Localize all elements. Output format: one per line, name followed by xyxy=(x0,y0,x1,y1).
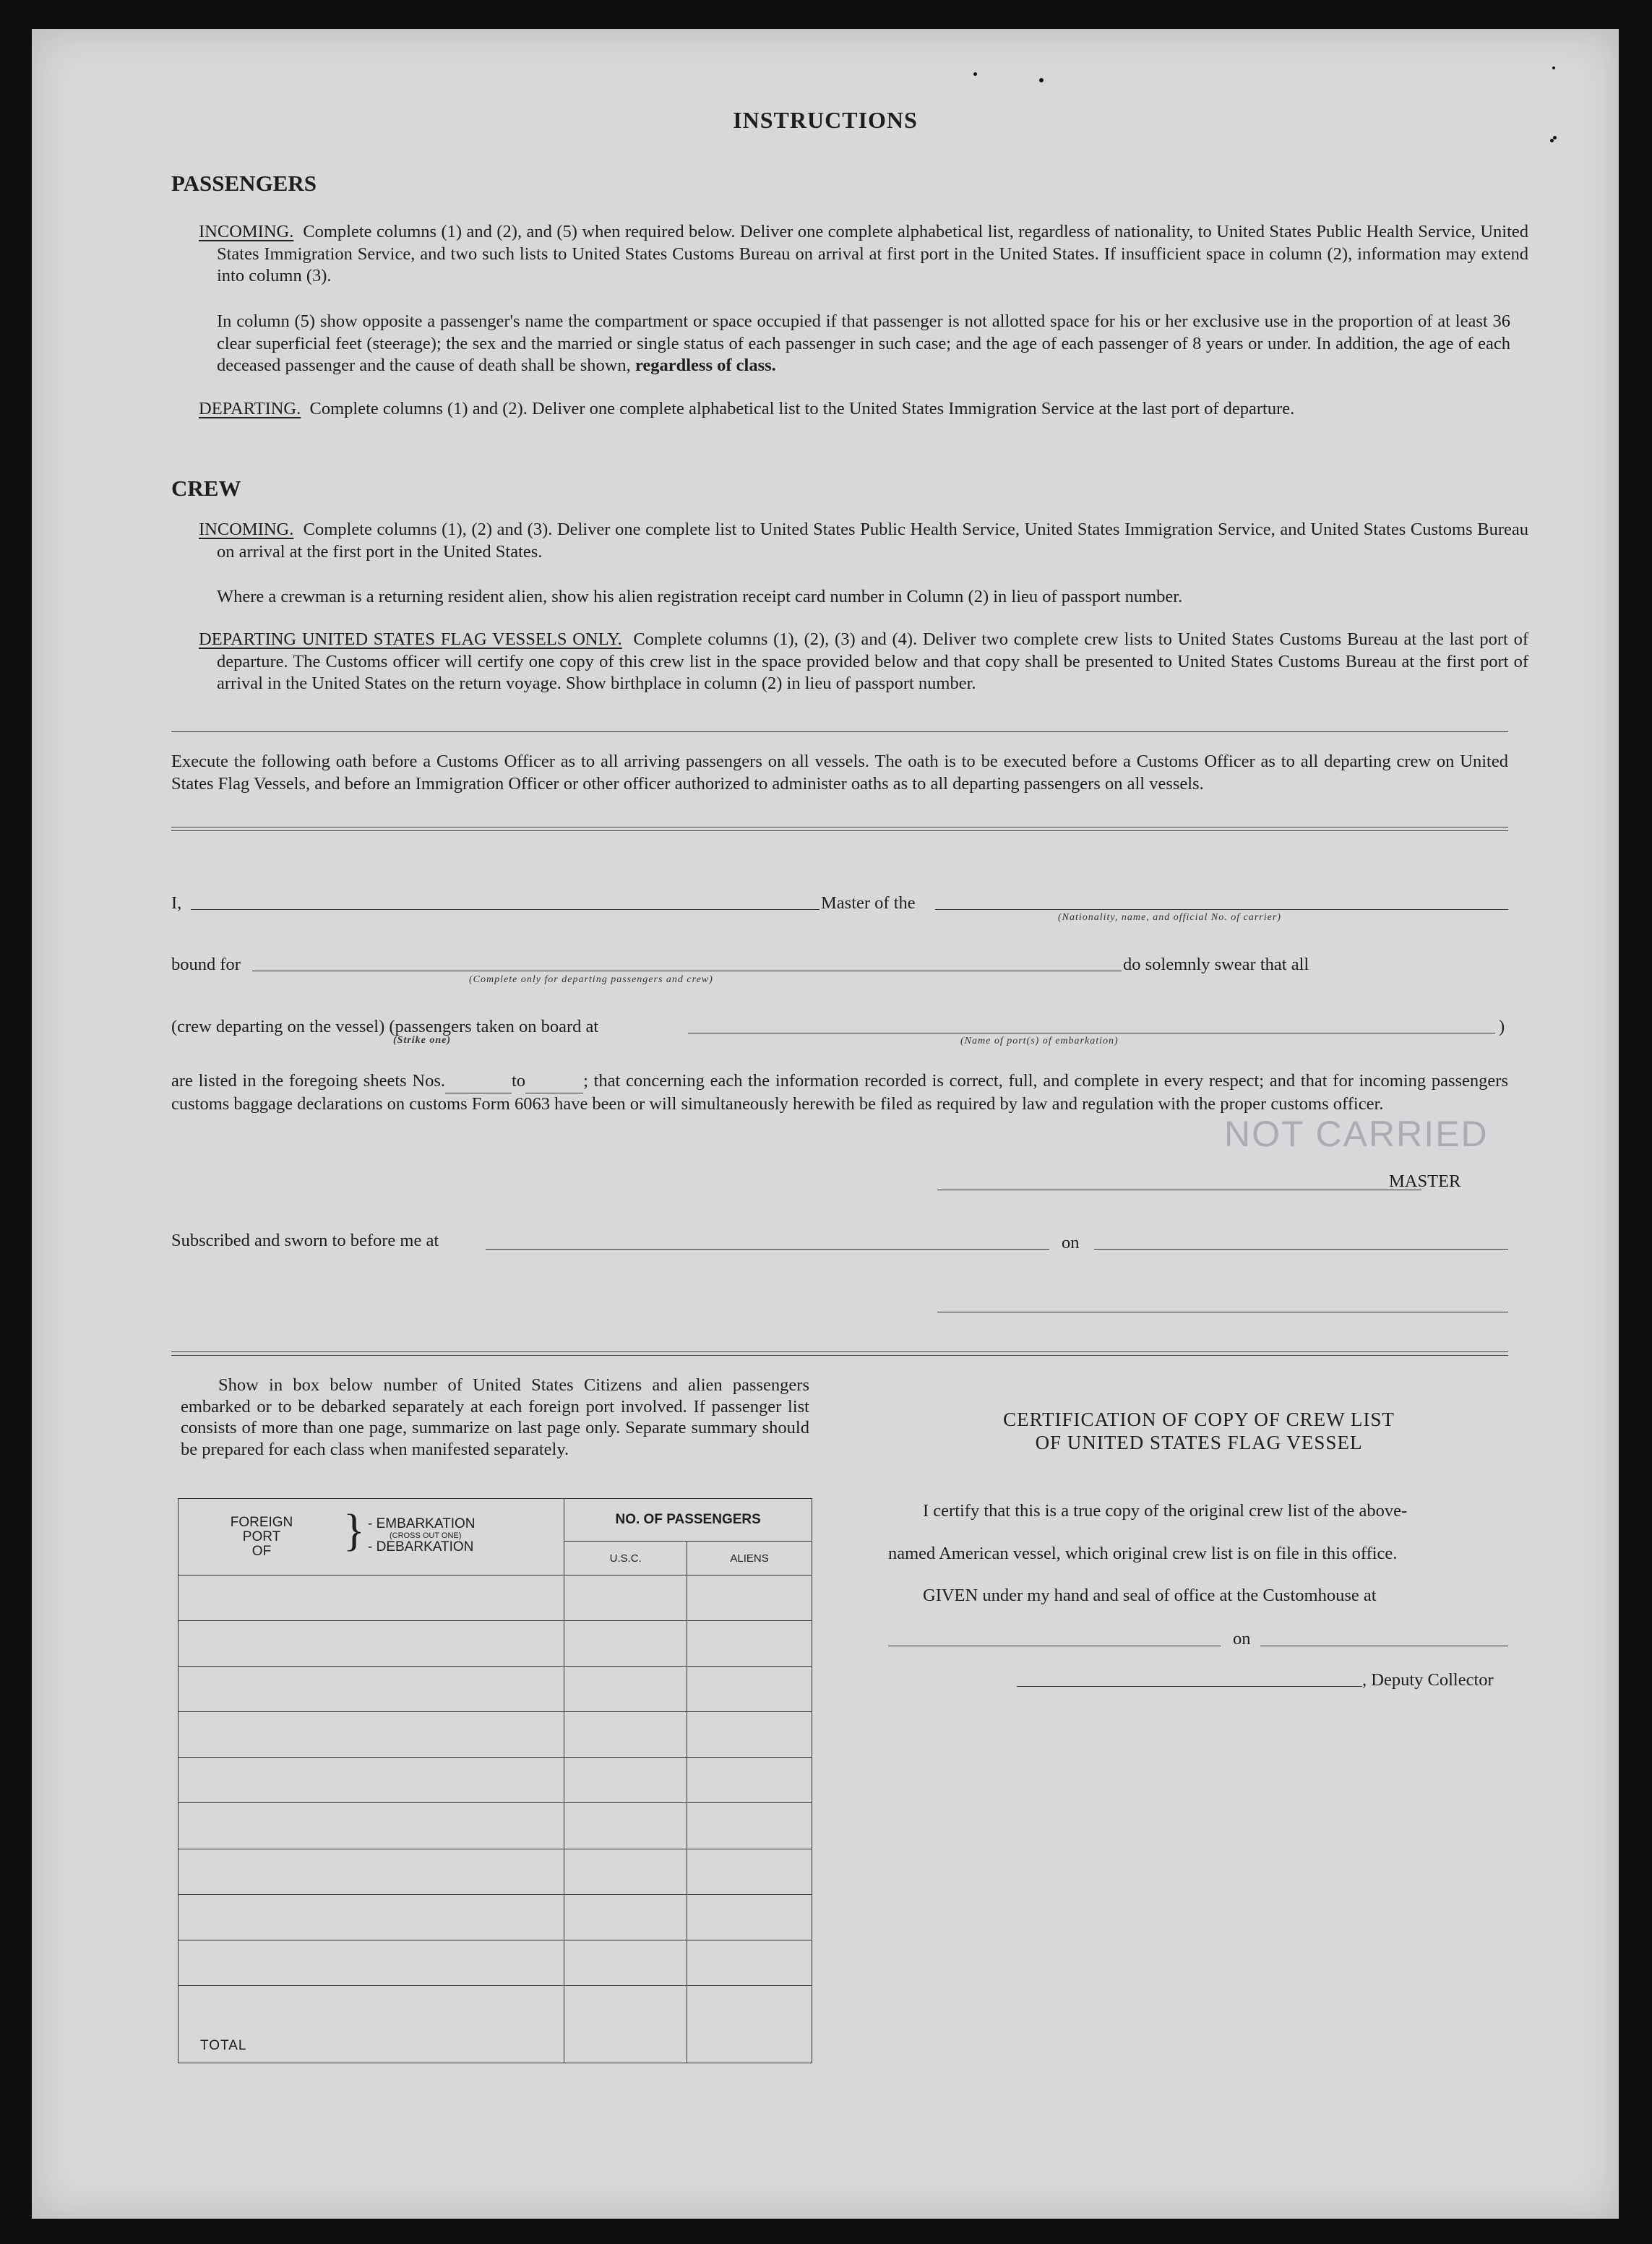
bound-for-caption: (Complete only for departing passengers and crew) xyxy=(469,974,713,985)
listed-to: to xyxy=(512,1071,526,1091)
swear-label: do solemnly swear that all xyxy=(1123,955,1309,974)
crew-heading: CREW xyxy=(171,476,241,501)
oath-i-label: I, xyxy=(171,893,182,913)
certification-on-label: on xyxy=(1233,1629,1251,1648)
form-sheet xyxy=(32,29,1619,2219)
aliens-cell[interactable] xyxy=(687,1758,812,1803)
speck xyxy=(1553,136,1557,139)
certification-title-line2: OF UNITED STATES FLAG VESSEL xyxy=(1035,1432,1363,1453)
certify-line2: named American vessel, which original crew list is on file in this office. xyxy=(888,1544,1398,1563)
passengers-incoming-paragraph xyxy=(199,221,1528,288)
divider-oath xyxy=(171,827,1508,831)
subscribed-place-field[interactable] xyxy=(486,1249,1049,1250)
port-cell[interactable] xyxy=(178,1575,564,1621)
crew-departing-paragraph xyxy=(199,629,1528,695)
usc-cell[interactable] xyxy=(564,1849,687,1894)
aliens-cell[interactable] xyxy=(687,1712,812,1758)
crew-departing-text: Complete columns (1), (2), (3) and (4). Deliver two complete crew lists to United States Customs Bureau at the last port of departure. The Customs officer will certify one copy of this crew list in the space provided below and that copy shall be presented to United States Customs Bureau at the first port of arrival in the United States on the return voyage. Show birthplace in column (2) in lieu of passport number. xyxy=(217,629,1528,693)
speck xyxy=(973,72,977,76)
port-cell[interactable] xyxy=(178,1849,564,1894)
header-of: OF xyxy=(251,1543,272,1559)
usc-cell[interactable] xyxy=(564,1803,687,1849)
port-cell[interactable] xyxy=(178,1894,564,1940)
aliens-cell[interactable] xyxy=(687,1849,812,1894)
usc-cell[interactable] xyxy=(564,1712,687,1758)
passengers-column5-paragraph xyxy=(217,311,1510,377)
given-line: GIVEN under my hand and seal of office at the Customhouse at xyxy=(923,1586,1377,1605)
passengers-departing-text: Complete columns (1) and (2). Deliver one complete alphabetical list to the United States Immigration Service at the last port of departure. xyxy=(309,399,1295,418)
passengers-column5-bold: regardless of class. xyxy=(634,356,776,375)
strike-one-caption: (Strike one) xyxy=(393,1035,452,1046)
port-header-cell xyxy=(178,1499,564,1575)
master-label: MASTER xyxy=(1389,1172,1461,1191)
divider-top xyxy=(171,731,1508,735)
certify-line1: I certify that this is a true copy of the original crew list of the above- xyxy=(923,1501,1408,1521)
divider-bottom xyxy=(171,1351,1508,1356)
total-row-cell xyxy=(178,1985,564,2063)
aliens-cell[interactable] xyxy=(687,1575,812,1621)
subscribed-on-label: on xyxy=(1062,1233,1080,1252)
page-title: INSTRUCTIONS xyxy=(733,107,918,133)
header-debarkation: - DEBARKATION xyxy=(368,1539,474,1555)
header-embarkation: - EMBARKATION xyxy=(368,1516,476,1531)
port-cell[interactable] xyxy=(178,1621,564,1667)
header-port: PORT xyxy=(242,1529,281,1544)
listed-b: ; that concerning each the information recorded is correct, full, and complete in every respect; and that for incoming passengers customs baggage declarations on customs Form 6063 have been or will simultaneously herewith be filed as required by law and regulation with the proper customs officer. xyxy=(171,1071,1508,1114)
passenger-summary-table xyxy=(178,1498,812,2063)
aliens-cell[interactable] xyxy=(687,1803,812,1849)
master-of-the-label: Master of the xyxy=(821,893,916,913)
port-cell[interactable] xyxy=(178,1667,564,1712)
certification-title xyxy=(885,1408,1513,1454)
crew-passengers-label: (crew departing on the vessel) (passengers taken on board at xyxy=(171,1017,599,1036)
passengers-incoming-label: INCOMING. xyxy=(199,222,294,241)
passengers-incoming-text: Complete columns (1) and (2), and (5) when required below. Deliver one complete alphabetical list, regardless of nationality, to United States Public Health Service, United States Immigration Service, and two such lists to United States Customs Bureau on arrival at first port in the United States. If insufficient space in column (2), information may extend into column (3). xyxy=(217,222,1528,285)
usc-cell[interactable] xyxy=(564,1940,687,1985)
aliens-header: ALIENS xyxy=(687,1542,812,1575)
port-cell[interactable] xyxy=(178,1803,564,1849)
aliens-cell[interactable] xyxy=(687,1667,812,1712)
aliens-cell[interactable] xyxy=(687,1940,812,1985)
not-carried-stamp: NOT CARRIED xyxy=(1224,1114,1489,1154)
carrier-field[interactable] xyxy=(935,909,1508,910)
speck xyxy=(1552,66,1555,69)
embarkation-caption: (Name of port(s) of embarkation) xyxy=(960,1036,1119,1046)
crew-incoming-paragraph xyxy=(199,519,1528,563)
passengers-heading: PASSENGERS xyxy=(171,171,317,196)
usc-cell[interactable] xyxy=(564,1667,687,1712)
port-cell[interactable] xyxy=(178,1712,564,1758)
port-cell[interactable] xyxy=(178,1940,564,1985)
listed-paragraph xyxy=(171,1070,1508,1115)
carrier-caption: (Nationality, name, and official No. of carrier) xyxy=(1058,912,1281,923)
crew-resident-paragraph: Where a crewman is a returning resident alien, show his alien registration receipt card number in Column (2) in lieu of passport number. xyxy=(217,587,1183,606)
sheet-from-field[interactable] xyxy=(445,1070,512,1093)
total-label: TOTAL xyxy=(200,2038,247,2053)
close-paren: ) xyxy=(1499,1017,1505,1036)
speck xyxy=(1039,78,1044,82)
deputy-collector-label: , Deputy Collector xyxy=(1362,1670,1494,1690)
certification-title-line1: CERTIFICATION OF COPY OF CREW LIST xyxy=(1003,1409,1395,1430)
usc-cell[interactable] xyxy=(564,1621,687,1667)
no-passengers-header: NO. OF PASSENGERS xyxy=(564,1499,812,1542)
usc-header: U.S.C. xyxy=(564,1542,687,1575)
usc-cell[interactable] xyxy=(564,1894,687,1940)
brace-icon: } xyxy=(343,1505,365,1555)
total-aliens-cell[interactable] xyxy=(687,1985,812,2063)
deputy-signature-field[interactable] xyxy=(1017,1686,1362,1687)
master-name-field[interactable] xyxy=(191,909,819,910)
speck xyxy=(1550,139,1554,142)
header-foreign: FOREIGN xyxy=(230,1514,293,1530)
total-usc-cell[interactable] xyxy=(564,1985,687,2063)
subscribed-date-field[interactable] xyxy=(1094,1249,1508,1250)
summary-instructions: Show in box below number of United States Citizens and alien passengers embarked or to be debarked separately at each foreign port involved. If passenger list consists of more than one page, summarize on last page only. Separate summary should be prepared for each class when manifested separately. xyxy=(181,1375,809,1459)
usc-cell[interactable] xyxy=(564,1758,687,1803)
crew-departing-label: DEPARTING UNITED STATES FLAG VESSELS ONLY. xyxy=(199,629,622,649)
crew-incoming-text: Complete columns (1), (2) and (3). Deliver one complete list to United States Public Health Service, United States Immigration Service, and United States Customs Bureau on arrival at the first port in the United States. xyxy=(217,520,1529,562)
port-cell[interactable] xyxy=(178,1758,564,1803)
passengers-departing-label: DEPARTING. xyxy=(199,399,301,418)
passengers-column5-text: In column (5) show opposite a passenger's name the compartment or space occupied if that passenger is not allotted space for his or her exclusive use in the proportion of at least 36 clear superficial feet (steerage); the sex and the married or single status of each passenger in such case; and the age of each passenger of 8 years or under. In addition, the age of each deceased passenger and the cause of death shall be shown, xyxy=(217,311,1510,375)
sheet-to-field[interactable] xyxy=(525,1070,583,1093)
oath-instructions: Execute the following oath before a Customs Officer as to all arriving passengers on all vessels. The oath is to be executed before a Customs Officer as to all departing crew on United States Flag Vessels, and before an Immigration Officer or other officer authorized to administer oaths as to all departing passengers on all vessels. xyxy=(171,752,1508,794)
aliens-cell[interactable] xyxy=(687,1621,812,1667)
passengers-departing-paragraph xyxy=(199,398,1528,421)
subscribed-label: Subscribed and sworn to before me at xyxy=(171,1231,439,1250)
listed-a: are listed in the foregoing sheets Nos. xyxy=(171,1071,445,1091)
header-cross-out: (CROSS OUT ONE) xyxy=(390,1531,462,1540)
aliens-cell[interactable] xyxy=(687,1894,812,1940)
usc-cell[interactable] xyxy=(564,1575,687,1621)
bound-for-label: bound for xyxy=(171,955,241,974)
crew-incoming-label: INCOMING. xyxy=(199,520,294,539)
